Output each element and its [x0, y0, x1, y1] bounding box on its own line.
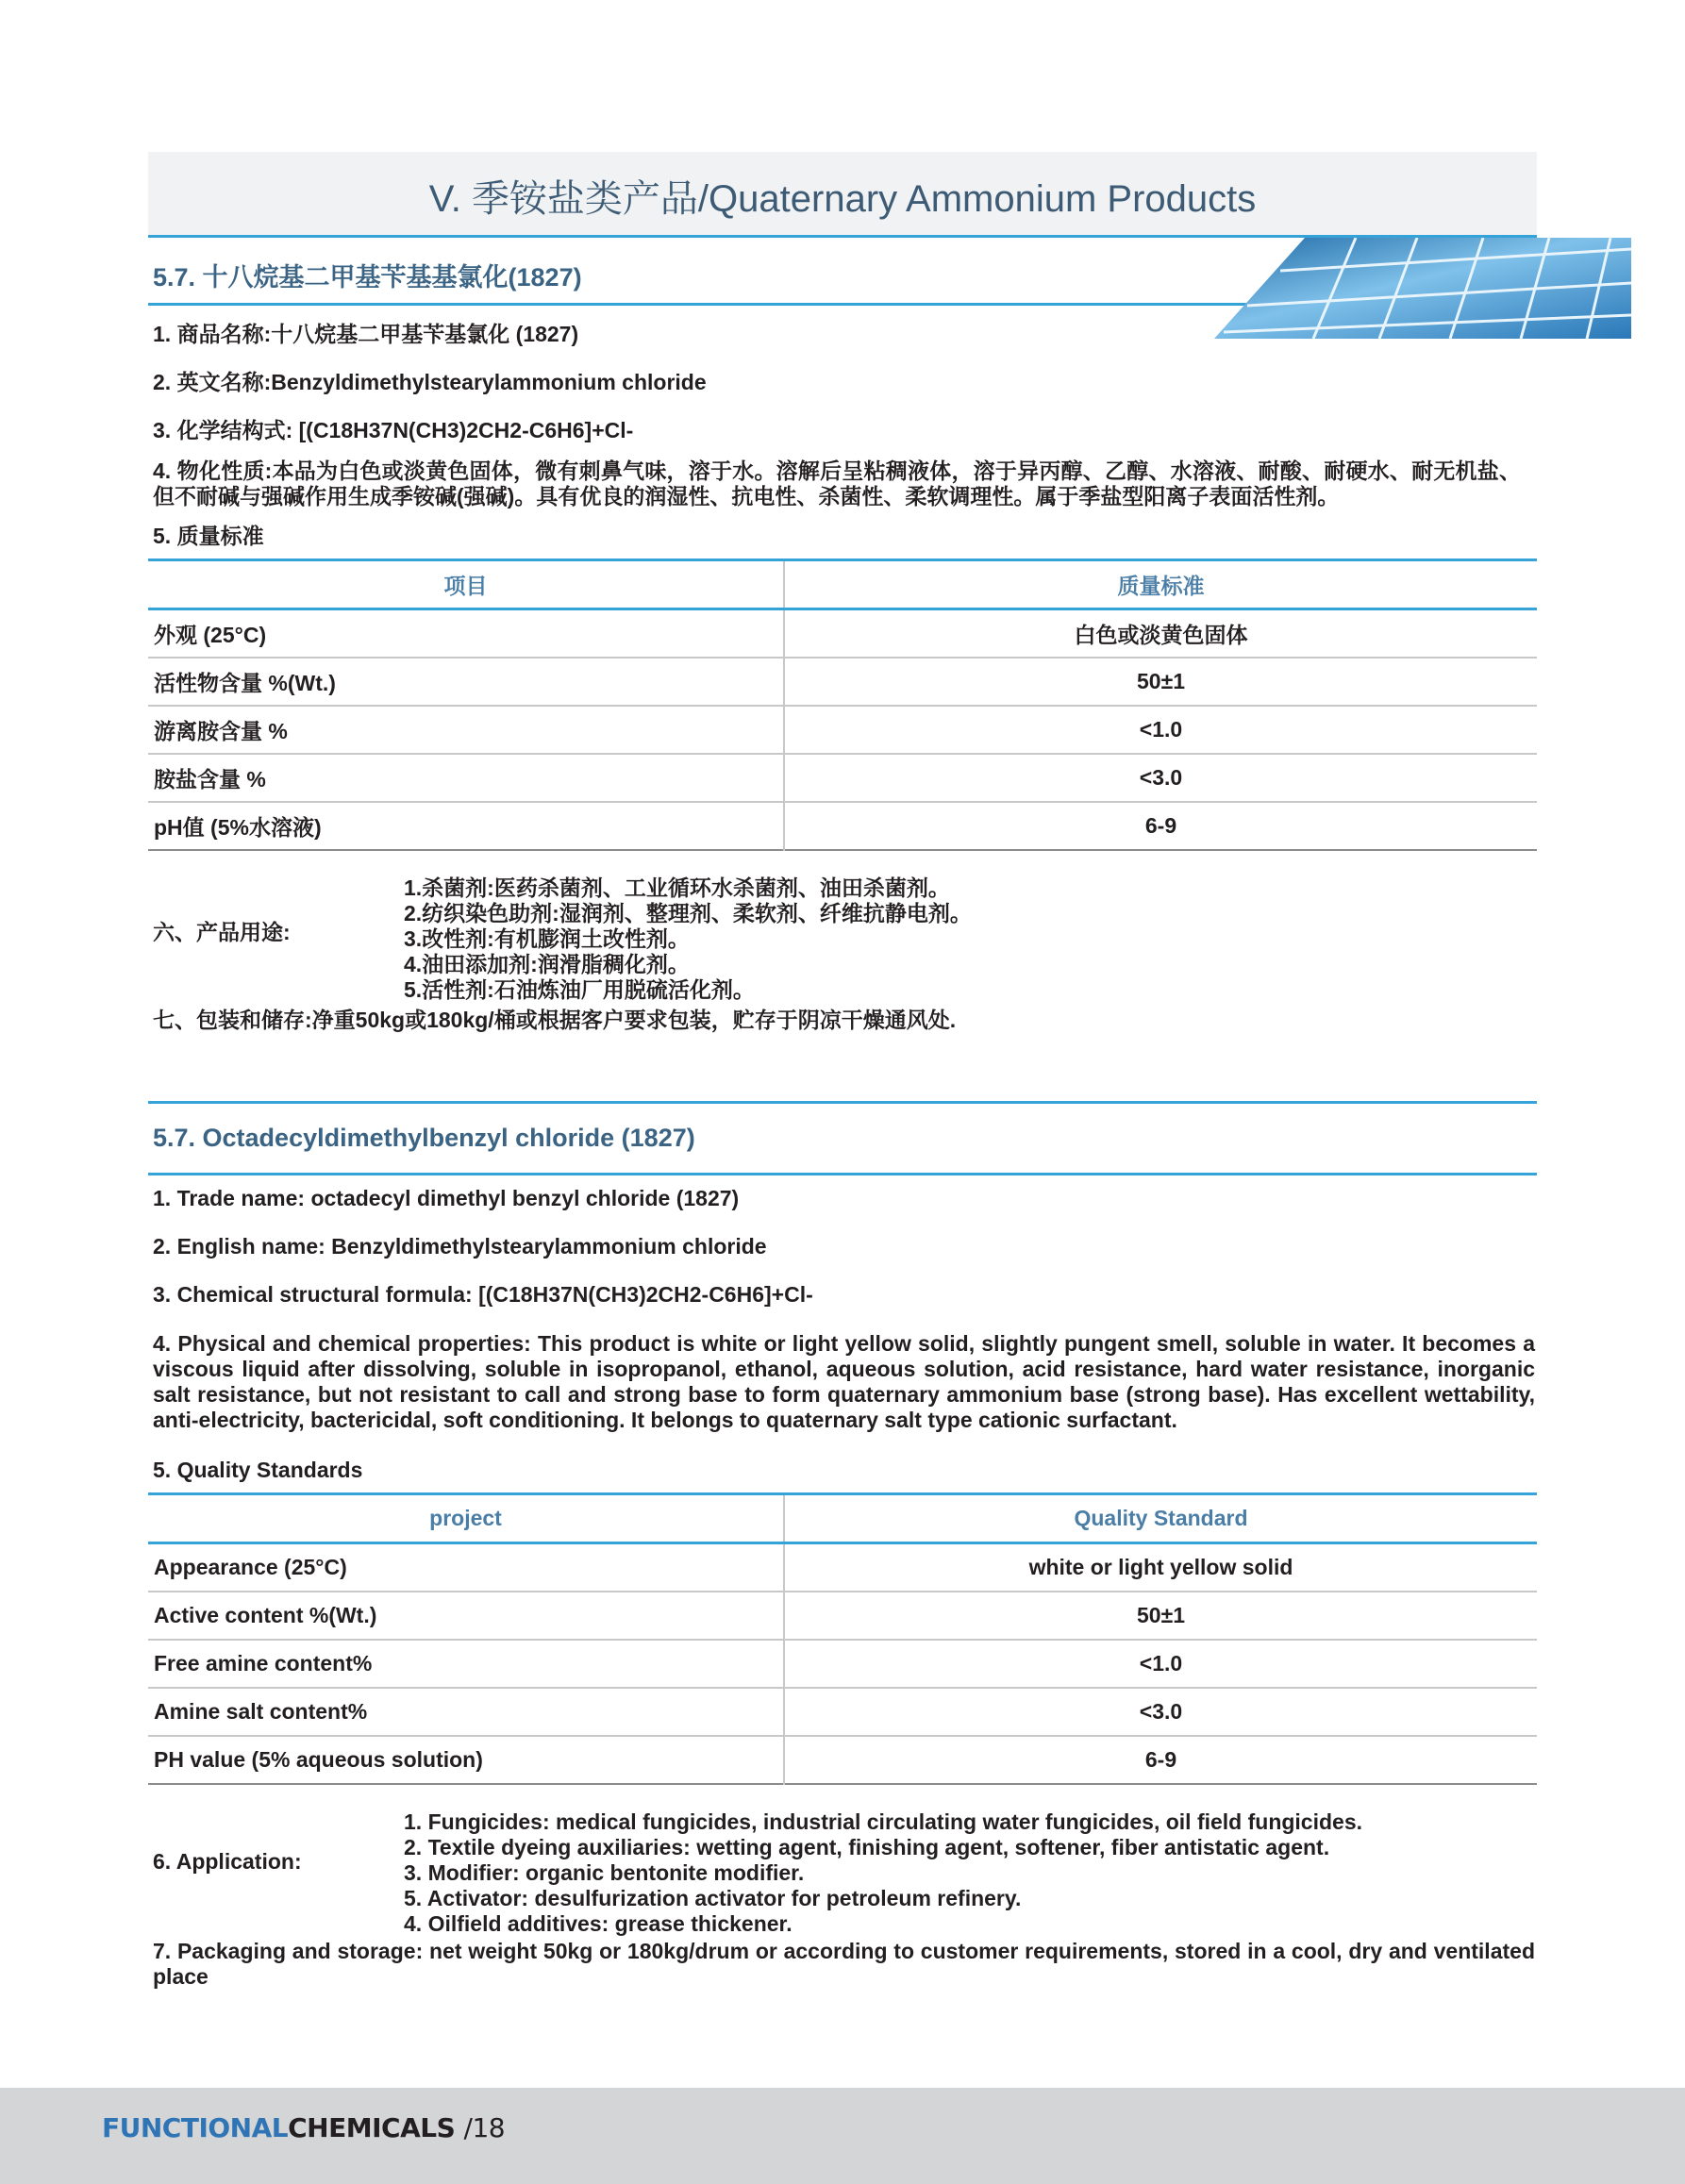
column-header: 项目 [148, 560, 784, 609]
footer-separator: / [463, 2112, 473, 2143]
column-header: project [148, 1494, 784, 1543]
en-properties: 4. Physical and chemical properties: This product is white or light yellow solid, slightly pungent smell, soluble in water. It becomes a viscous liquid after dissolving, soluble in isopropanol, ethanol, aqueous solution, acid resistance, hard water resistance, inorganic salt resistance, but not resistant to call and strong base to form quaternary ammonium base (strong base). Has excellent wettability, anti-electricity, bactericidal, soft conditioning. It belongs to quaternary salt type cationic surfactant. [153, 1331, 1535, 1432]
page-banner [148, 152, 1537, 235]
table-cell: <3.0 [784, 1688, 1537, 1736]
table-row [148, 658, 1537, 706]
list-item: 1.杀菌剂:医药杀菌剂、工业循环水杀菌剂、油田杀菌剂。 [404, 875, 950, 900]
table-cell: PH value (5% aqueous solution) [148, 1736, 784, 1784]
column-header: Quality Standard [784, 1494, 1537, 1543]
table-cell: <1.0 [784, 706, 1537, 754]
table-cell: pH值 (5%水溶液) [148, 802, 784, 850]
zh-properties: 4. 物化性质:本品为白色或淡黄色固体，微有刺鼻气味，溶于水。溶解后呈粘稠液体，溶于异丙醇、乙醇、水溶液、耐酸、耐硬水、耐无机盐、但不耐碱与强碱作用生成季铵碱(强碱)。具有优良的润湿性、抗电性、杀菌性、柔软调理性。属于季盐型阳离子表面活性剂。 [153, 458, 1521, 508]
table-cell: 胺盐含量 % [148, 754, 784, 802]
table-row [148, 754, 1537, 802]
table-row [148, 706, 1537, 754]
table-row [148, 1592, 1537, 1640]
table-cell: Active content %(Wt.) [148, 1592, 784, 1640]
list-item: 1. Fungicides: medical fungicides, industrial circulating water fungicides, oil field fungicides. [404, 1809, 1363, 1834]
table-cell: 6-9 [1144, 813, 1177, 838]
zh-quality-table [148, 559, 1537, 851]
en-section-rule [148, 1173, 1537, 1175]
table-cell: <1.0 [784, 1640, 1537, 1688]
table-cell: 50±1 [784, 1592, 1537, 1640]
list-item: 3.改性剂:有机膨润土改性剂。 [404, 926, 690, 951]
en-trade-name: 1. Trade name: octadecyl dimethyl benzyl chloride (1827) [153, 1186, 740, 1210]
table-row [148, 802, 1537, 850]
page-number: 18 [472, 2112, 506, 2143]
zh-section-title: 5.7. 十八烷基二甲基苄基基氯化(1827) [153, 263, 582, 292]
list-item: 5. Activator: desulfurization activator for petroleum refinery. [404, 1886, 1022, 1910]
table-cell: 活性物含量 %(Wt.) [148, 658, 784, 706]
table-cell: 50±1 [784, 658, 1537, 706]
list-item: 4.油田添加剂:润滑脂稠化剂。 [404, 952, 690, 976]
table-cell: Appearance (25°C) [148, 1543, 784, 1592]
footer-brand-chemicals: CHEMICALS [288, 2112, 456, 2143]
table-cell: <3.0 [784, 754, 1537, 802]
table-cell: Free amine content% [148, 1640, 784, 1688]
en-application-label: 6. Application: [153, 1849, 302, 1874]
page-footer [0, 2088, 1685, 2184]
table-cell: 游离胺含量 % [148, 706, 784, 754]
table-cell: 外观 (25°C) [148, 609, 784, 659]
zh-english-name: 2. 英文名称:Benzyldimethylstearylammonium chloride [153, 370, 707, 394]
table-cell: 白色或淡黄色固体 [784, 609, 1537, 659]
table-cell: 6-9 [1144, 1747, 1177, 1772]
list-item: 3. Modifier: organic bentonite modifier. [404, 1860, 805, 1885]
table-row [148, 1736, 1537, 1784]
footer-brand [102, 2112, 505, 2143]
en-quality-heading: 5. Quality Standards [153, 1458, 363, 1482]
table-row [148, 1688, 1537, 1736]
zh-formula: 3. 化学结构式: [(C18H37N(CH3)2CH2-C6H6]+Cl- [153, 418, 634, 442]
zh-application-list [404, 875, 972, 1003]
table-cell: white or light yellow solid [784, 1543, 1537, 1592]
list-item: 4. Oilfield additives: grease thickener. [404, 1911, 792, 1936]
en-english-name: 2. English name: Benzyldimethylstearylammonium chloride [153, 1234, 767, 1259]
zh-packaging: 七、包装和储存:净重50kg或180kg/桶或根据客户要求包装，贮存于阴凉干燥通风处. [153, 1008, 957, 1032]
table-header-row [148, 1494, 1537, 1543]
zh-trade-name: 1. 商品名称:十八烷基二甲基苄基氯化 (1827) [153, 322, 579, 346]
table-row [148, 609, 1537, 659]
en-section-title: 5.7. Octadecyldimethylbenzyl chloride (1827) [153, 1124, 695, 1152]
table-cell: Amine salt content% [148, 1688, 784, 1736]
zh-application-label: 六、产品用途: [153, 920, 291, 944]
list-item: 5.活性剂:石油炼油厂用脱硫活化剂。 [404, 977, 755, 1002]
banner-title: V. 季铵盐类产品/Quaternary Ammonium Products [428, 178, 1257, 220]
column-header: 质量标准 [784, 560, 1537, 609]
list-item: 2.纺织染色助剂:湿润剂、整理剂、柔软剂、纤维抗静电剂。 [404, 901, 972, 925]
zh-quality-heading: 5. 质量标准 [153, 524, 264, 548]
table-row [148, 1640, 1537, 1688]
table-header-row [148, 560, 1537, 609]
footer-brand-functional: FUNCTIONAL [102, 2112, 289, 2143]
list-item: 2. Textile dyeing auxiliaries: wetting agent, finishing agent, softener, fiber antistatic agent. [404, 1835, 1330, 1859]
table-row [148, 1543, 1537, 1592]
en-application-list [404, 1809, 1362, 1937]
en-section-top-rule [148, 1101, 1537, 1104]
en-formula: 3. Chemical structural formula: [(C18H37N(CH3)2CH2-C6H6]+Cl- [153, 1282, 813, 1307]
en-quality-table [148, 1492, 1537, 1785]
en-packaging: 7. Packaging and storage: net weight 50kg or 180kg/drum or according to customer requirements, stored in a cool, dry and ventilated place [153, 1939, 1535, 1989]
